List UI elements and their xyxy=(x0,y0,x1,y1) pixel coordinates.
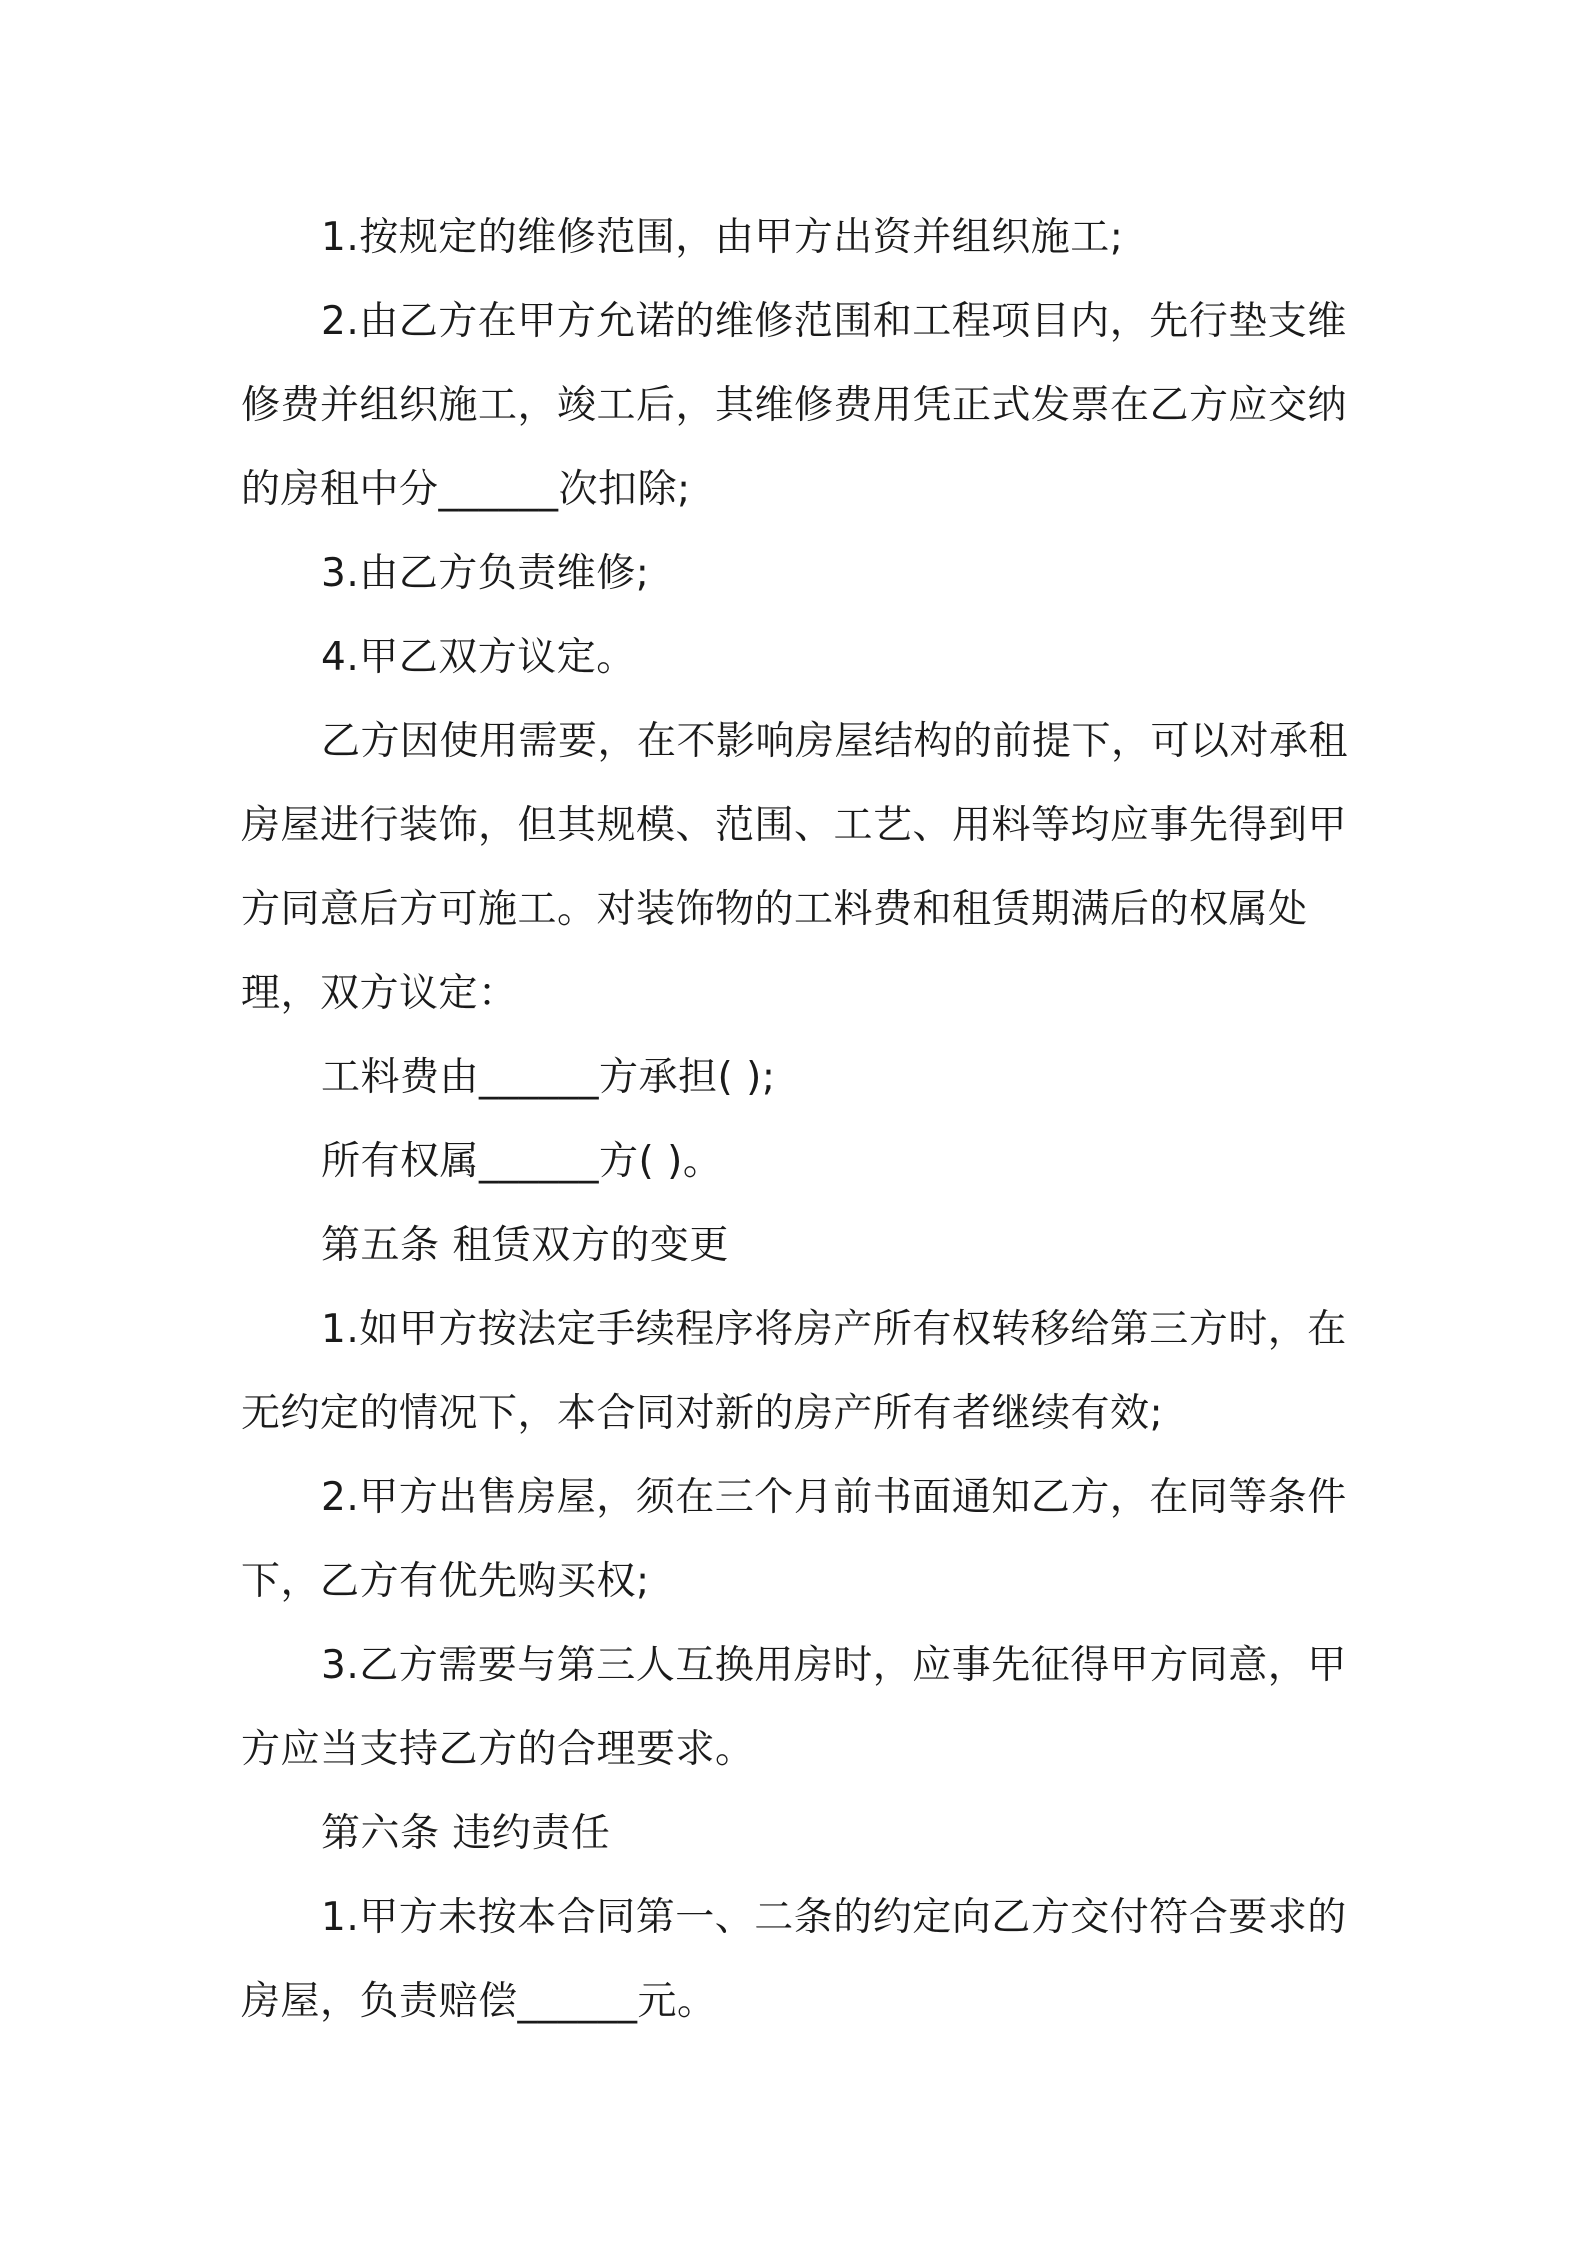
clause-item: 1.如甲方按法定手续程序将房产所有权转移给第三方时，在无约定的情况下，本合同对新的房产所有者继续有效; xyxy=(241,1307,1347,1436)
cost-bearer-line: 工料费由______方承担( ); xyxy=(321,1055,776,1100)
article-5-heading: 第五条 租赁双方的变更 xyxy=(321,1223,729,1268)
clause-item: 4.甲乙双方议定。 xyxy=(321,635,636,680)
clause-item: 1.甲方未按本合同第一、二条的约定向乙方交付符合要求的房屋，负责赔偿______元。 xyxy=(241,1895,1347,2024)
document-body xyxy=(241,196,1361,2044)
clause-item: 2.由乙方在甲方允诺的维修范围和工程项目内，先行垫支维修费并组织施工，竣工后，其维修费用凭正式发票在乙方应交纳的房租中分______次扣除; xyxy=(241,299,1348,512)
clause-item: 3.乙方需要与第三人互换用房时，应事先征得甲方同意，甲方应当支持乙方的合理要求。 xyxy=(241,1643,1347,1772)
decoration-paragraph: 乙方因使用需要，在不影响房屋结构的前提下，可以对承租房屋进行装饰，但其规模、范围、工艺、用料等均应事先得到甲方同意后方可施工。对装饰物的工料费和租赁期满后的权属处理，双方议定： xyxy=(241,719,1349,1016)
clause-item: 3.由乙方负责维修; xyxy=(321,551,650,596)
clause-item: 2.甲方出售房屋，须在三个月前书面通知乙方，在同等条件下，乙方有优先购买权; xyxy=(241,1475,1347,1604)
ownership-line: 所有权属______方( )。 xyxy=(321,1139,723,1184)
clause-item: 1.按规定的维修范围，由甲方出资并组织施工; xyxy=(321,215,1124,260)
article-6-heading: 第六条 违约责任 xyxy=(321,1811,611,1856)
